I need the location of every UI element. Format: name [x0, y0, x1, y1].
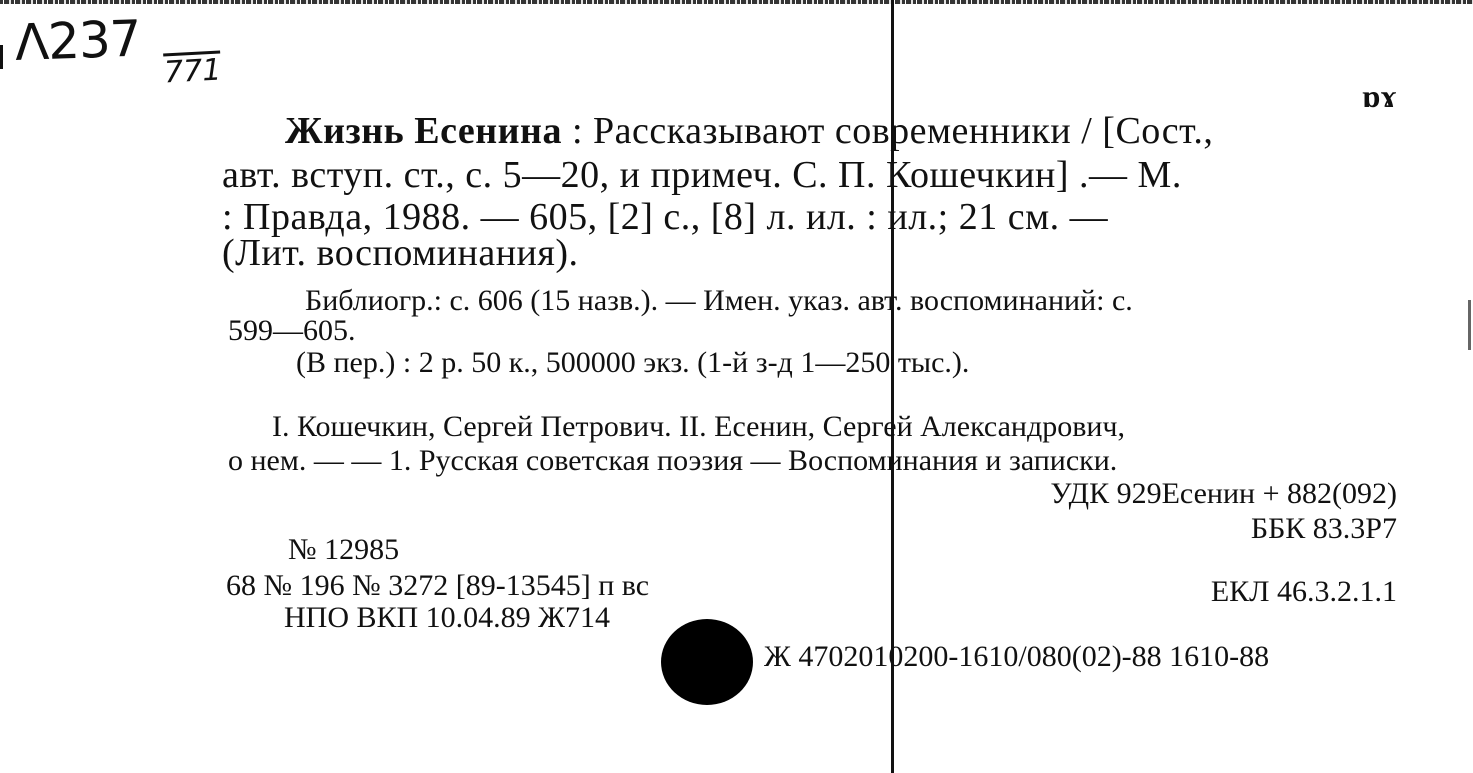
title-line-4: (Лит. воспоминания).: [222, 232, 579, 274]
order-line-2: 68 № 196 № 3272 [89-13545] п вс: [226, 569, 650, 602]
card-top-edge: [0, 0, 1473, 4]
card-punch-hole: [661, 619, 753, 705]
handwritten-call-number: Λ237: [13, 9, 142, 72]
bibliography-line-1: Библиогр.: с. 606 (15 назв.). — Имен. указ. авт. воспоминаний: с.: [305, 284, 1133, 317]
isbn-line: Ж 4702010200-1610/080(02)-88 1610-88: [764, 640, 1270, 673]
left-edge-mark: [0, 45, 3, 69]
corner-mark: ɒɤ: [1362, 78, 1397, 114]
bbk-code: ББК 83.3Р7: [1250, 512, 1397, 545]
handwritten-fraction: 771: [163, 52, 223, 91]
ekl-code: ЕКЛ 46.3.2.1.1: [1210, 575, 1397, 608]
order-line-3: НПО ВКП 10.04.89 Ж714: [284, 601, 611, 634]
order-number: № 12985: [288, 533, 400, 566]
author-title: Жизнь Есенина: [285, 110, 562, 152]
bibliography-line-2: 599—605.: [228, 314, 356, 347]
price-line: (В пер.) : 2 р. 50 к., 500000 экз. (1-й з-д 1—250 тыс.).: [296, 346, 970, 379]
title-line-2: авт. вступ. ст., с. 5—20, и примеч. С. П. Кошечкин] .— М.: [222, 154, 1182, 196]
title-line-1-rest: : Рассказывают современники / [Сост.,: [561, 110, 1214, 152]
tracing-line-2: о нем. — — 1. Русская советская поэзия — Воспоминания и записки.: [228, 444, 1118, 477]
udk-code: УДК 929Есенин + 882(092): [1050, 477, 1397, 510]
title-line-3: : Правда, 1988. — 605, [2] с., [8] л. ил. : ил.; 21 см. —: [222, 196, 1109, 238]
title-line-1: [285, 112, 1213, 150]
right-edge-mark: [1468, 300, 1471, 350]
tracing-line-1: I. Кошечкин, Сергей Петрович. II. Есенин, Сергей Александрович,: [272, 410, 1126, 443]
